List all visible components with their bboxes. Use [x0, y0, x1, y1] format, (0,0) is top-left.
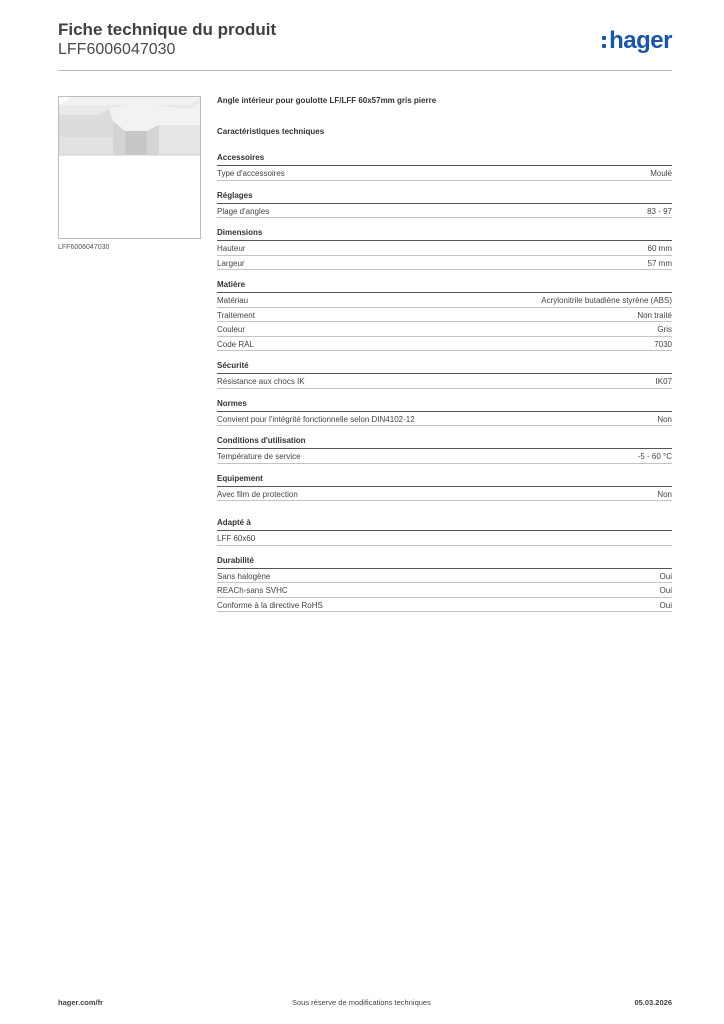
section-settings: [217, 191, 672, 219]
section-title: Conditions d'utilisation: [217, 436, 672, 449]
spec-label: Conforme à la directive RoHS: [217, 600, 323, 610]
spec-row: [217, 531, 672, 546]
spec-value: IK07: [655, 377, 672, 386]
section-durability: [217, 556, 672, 613]
image-caption: LFF6006047030: [58, 244, 110, 251]
section-suitable-for: [217, 518, 672, 546]
section-title: Adapté à: [217, 518, 672, 531]
spec-row: [217, 241, 672, 256]
spec-row: [217, 487, 672, 502]
spec-row: [217, 204, 672, 219]
interior-angle-drawing-icon: [59, 97, 200, 238]
spec-value: Moulé: [650, 169, 672, 178]
spec-label: LFF 60x60: [217, 534, 256, 543]
logo-dots-icon: [602, 28, 607, 54]
logo-text: hager: [609, 27, 672, 54]
spec-label: Traitement: [217, 310, 255, 320]
section-title: Equipement: [217, 474, 672, 487]
spec-row: [217, 337, 672, 352]
spec-value: 7030: [654, 339, 672, 349]
spec-label: Sans halogène: [217, 571, 271, 581]
section-safety: [217, 361, 672, 389]
spec-label: Température de service: [217, 452, 301, 461]
product-image: [58, 96, 201, 239]
section-title: Normes: [217, 399, 672, 412]
section-title: Accessoires: [217, 153, 672, 166]
spec-label: Avec film de protection: [217, 489, 298, 499]
spec-row: [217, 293, 672, 308]
spec-row: [217, 449, 672, 464]
section-equipment: [217, 474, 672, 502]
section-dimensions: [217, 228, 672, 270]
footer-website-link[interactable]: hager.com/fr: [58, 998, 104, 1007]
section-material: [217, 280, 672, 351]
spec-label: Couleur: [217, 325, 246, 334]
page-title: Fiche technique du produit: [58, 20, 277, 39]
spec-value: 57 mm: [647, 258, 672, 268]
section-accessories: [217, 153, 672, 181]
spec-row: [217, 412, 672, 427]
spec-label: Type d'accessoires: [217, 169, 285, 178]
spec-value: Gris: [657, 325, 672, 334]
section-title: Matière: [217, 280, 672, 293]
spec-row: [217, 374, 672, 389]
product-details: [217, 96, 672, 622]
spec-label: Plage d'angles: [217, 206, 270, 216]
footer-date: 05.03.2026: [634, 998, 672, 1007]
spec-row: [217, 322, 672, 337]
product-description: Angle intérieur pour goulotte LF/LFF 60x57mm gris pierre: [217, 96, 437, 105]
spec-row: [217, 256, 672, 271]
spec-value: -5 - 60 °C: [637, 452, 672, 461]
section-title: Dimensions: [217, 228, 672, 241]
spec-value: Oui: [659, 586, 672, 595]
footer-disclaimer: Sous réserve de modifications techniques: [292, 998, 431, 1007]
technical-characteristics-heading: Caractéristiques techniques: [217, 127, 325, 136]
section-standards: [217, 399, 672, 427]
spec-value: Non: [657, 489, 672, 499]
section-title: Sécurité: [217, 361, 672, 374]
spec-row: [217, 583, 672, 598]
spec-label: Code RAL: [217, 339, 254, 349]
spec-label: Convient pour l'intégrité fonctionnelle selon DIN4102-12: [217, 414, 415, 424]
spec-row: [217, 569, 672, 584]
spec-row: [217, 598, 672, 613]
spec-label: Hauteur: [217, 244, 246, 253]
spec-value: Non traité: [637, 310, 672, 320]
spec-value: Acrylonitrile butadiène styrène (ABS): [541, 296, 672, 305]
section-title: Durabilité: [217, 556, 672, 569]
section-title: Réglages: [217, 191, 672, 204]
spec-row: [217, 166, 672, 181]
spec-label: REACh-sans SVHC: [217, 586, 288, 595]
spec-value: Non: [657, 414, 672, 424]
spec-label: Matériau: [217, 296, 249, 305]
hager-logo: [602, 28, 672, 54]
page-footer: [58, 998, 672, 1012]
spec-value: 60 mm: [647, 244, 672, 253]
product-reference: LFF6006047030: [58, 41, 176, 58]
section-operating-conditions: [217, 436, 672, 464]
spec-value: Oui: [659, 571, 672, 581]
spec-label: Largeur: [217, 258, 245, 268]
header-divider: [58, 70, 672, 71]
spec-value: 83 - 97: [647, 206, 672, 216]
spec-label: Résistance aux chocs IK: [217, 377, 305, 386]
spec-value: Oui: [659, 600, 672, 610]
spec-row: [217, 308, 672, 323]
document-header: [58, 20, 672, 70]
